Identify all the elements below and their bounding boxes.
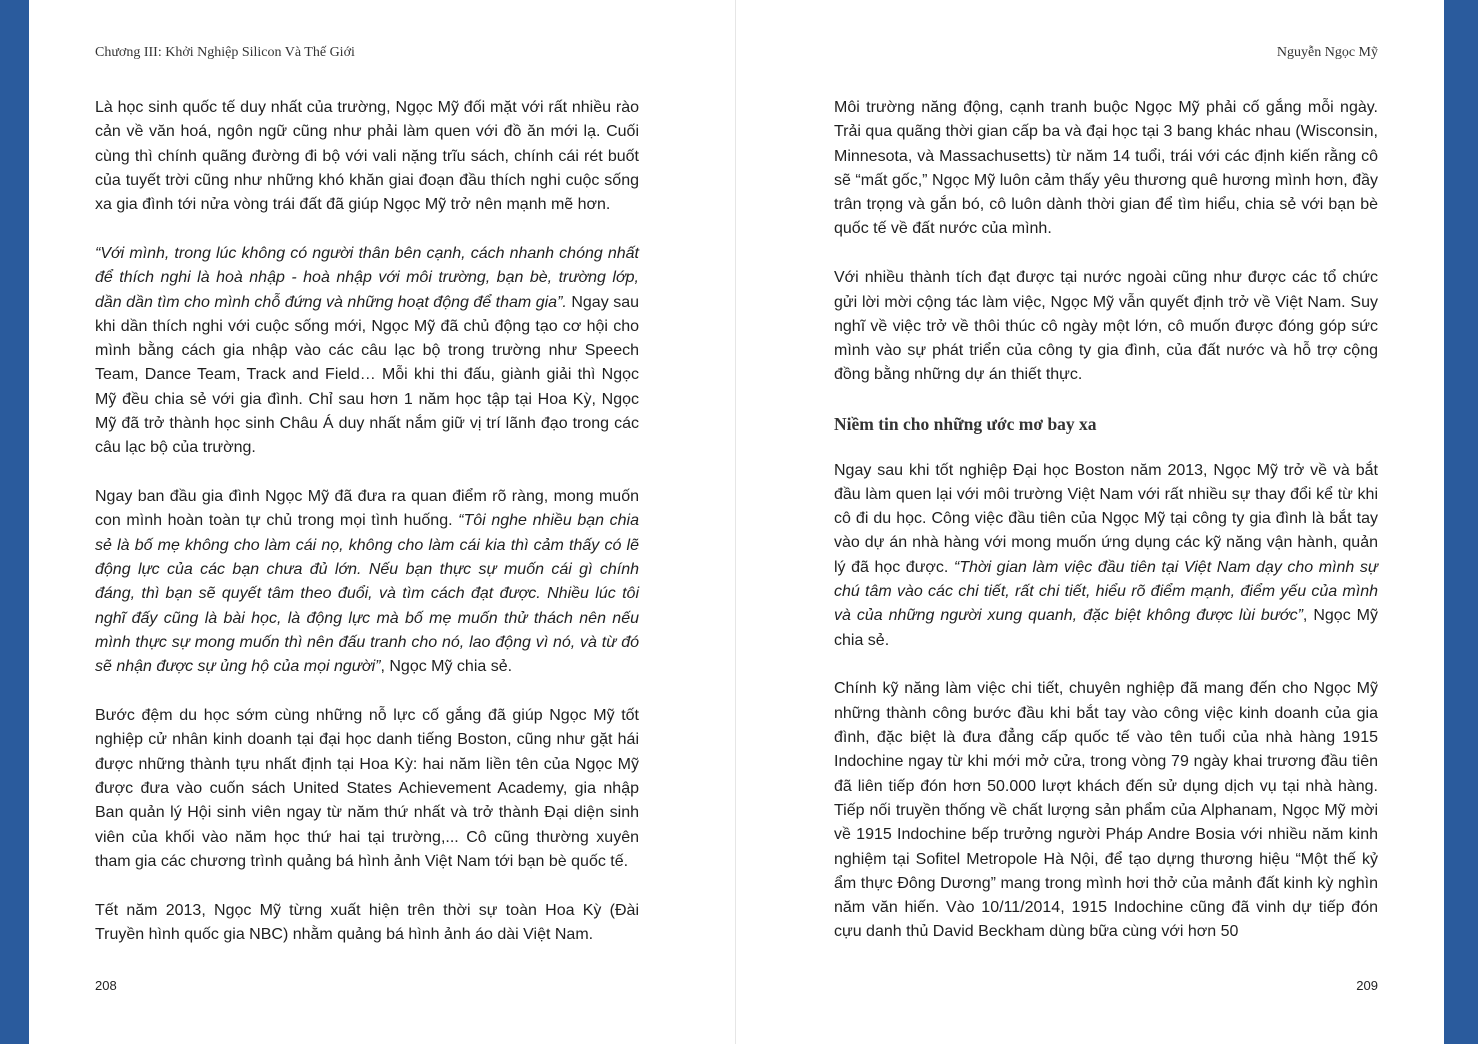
book-spread (29, 0, 1444, 1044)
quote: “Tôi nghe nhiều bạn chia sẻ là bố mẹ không cho làm cái nọ, không cho làm cái kia thì cảm thấy có lẽ động lực của các bạn chưa đủ lớn. Nếu bạn thực sự muốn cái gì chính đáng, thì bạn sẽ quyết tâm theo đuổi, và tìm cách đạt được. Nhiều lúc tôi nghĩ đấy cũng là bài học, là động lực mà bố mẹ muốn thử thách nên nếu mình thực sự mong muốn thì nên đấu tranh cho nó, lao động vì nó, và từ đó sẽ nhận được sự ủng hộ của mọi người” (95, 512, 640, 676)
section-heading: Niềm tin cho những ước mơ bay xa (834, 414, 1097, 435)
paragraph (95, 242, 639, 461)
left-page (95, 0, 639, 1044)
paragraph: Với nhiều thành tích đạt được tại nước ngoài cũng như được các tổ chức gửi lời mời cộng tác làm việc, Ngọc Mỹ vẫn quyết định trở về Việt Nam. Suy nghĩ về việc trở về thôi thúc cô ngày một lớn, cô muốn được đóng góp sức mình vào sự phát triển của công ty gia đình, của đất nước và hỗ trợ cộng đồng bằng những dự án thiết thực. (834, 269, 1378, 384)
paragraph (834, 459, 1378, 653)
paragraph-text: Ngay ban đầu gia đình Ngọc Mỹ đã đưa ra quan điểm rõ ràng, mong muốn con mình hoàn toàn tự chủ trong mọi tình huống. (95, 488, 639, 530)
paragraph: Là học sinh quốc tế duy nhất của trường, Ngọc Mỹ đối mặt với rất nhiều rào cản về văn hoá, ngôn ngữ cũng như phải làm quen với đồ ăn mới lạ. Cuối cùng thì chính quãng đường đi bộ với vali nặng trĩu sách, chính cái rét buốt của tuyết trời cũng như những khó khăn giai đoạn đầu thích nghi cuộc sống xa gia đình tới nửa vòng trái đất đã giúp Ngọc Mỹ trở nên mạnh mẽ hơn. (95, 99, 639, 214)
paragraph-text: Ngay sau khi tốt nghiệp Đại học Boston năm 2013, Ngọc Mỹ trở về và bắt đầu làm quen lại với môi trường Việt Nam với rất nhiều sự thay đổi kể từ khi cô đi du học. Công việc đầu tiên của Ngọc Mỹ tại công ty gia đình là bắt tay vào dự án nhà hàng với mong muốn ứng dụng các kỹ năng vận hành, quản lý đã học được. (834, 461, 1378, 576)
running-head-left: Chương III: Khởi Nghiệp Silicon Và Thế Giới (95, 45, 355, 60)
page-number-left: 208 (95, 978, 117, 993)
paragraph-text: , Ngọc Mỹ chia sẻ. (834, 607, 1378, 649)
quote: “Thời gian làm việc đầu tiên tại Việt Nam dạy cho mình sự chú tâm vào các chi tiết, rất chi tiết, hiểu rõ điểm mạnh, điểm yếu của mình và của những người xung quanh, đặc biệt không được lùi bước” (834, 558, 1378, 625)
quote: “Với mình, trong lúc không có người thân bên cạnh, cách nhanh chóng nhất để thích nghi là hoà nhập - hoà nhập với môi trường, bạn bè, trường lớp, dần dần tìm cho mình chỗ đứng và những hoạt động để tham gia”. (95, 244, 639, 311)
left-page-body (95, 96, 639, 972)
paragraph: Bước đệm du học sớm cùng những nỗ lực cố gắng đã giúp Ngọc Mỹ tốt nghiệp cử nhân kinh doanh tại đại học danh tiếng Boston, cũng như gặt hái được những thành tựu nhất định tại Hoa Kỳ: hai năm liền tên của Ngọc Mỹ được đưa vào cuốn sách United States Achievement Academy, gia nhập Ban quản lý Hội sinh viên ngay từ năm thứ nhất và trở thành Đại diện sinh viên của khối vào năm học thứ hai tại trường,... Cô cũng thường xuyên tham gia các chương trình quảng bá hình ảnh Việt Nam tới bạn bè quốc tế. (95, 707, 639, 870)
right-page (834, 0, 1378, 1044)
right-page-body (834, 96, 1378, 969)
paragraph-text: Ngay sau khi dần thích nghi với cuộc sống mới, Ngọc Mỹ đã chủ động tạo cơ hội cho mình bằng cách gia nhập vào các câu lạc bộ trong trường như Speech Team, Dance Team, Track and Field… Mỗi khi thi đấu, giành giải thì Ngọc Mỹ đều chia sẻ với gia đình. Chỉ sau hơn 1 năm học tập tại Hoa Kỳ, Ngọc Mỹ đã trở thành học sinh Châu Á duy nhất nắm giữ vị trí lãnh đạo trong các câu lạc bộ của trường. (95, 293, 639, 457)
running-head-right: Nguyễn Ngọc Mỹ (1276, 45, 1378, 60)
page-number-right: 209 (1356, 978, 1378, 993)
page-fold (735, 0, 736, 1044)
paragraph-text: , Ngọc Mỹ chia sẻ. (380, 658, 513, 676)
paragraph: Chính kỹ năng làm việc chi tiết, chuyên nghiệp đã mang đến cho Ngọc Mỹ những thành công bước đầu khi bắt tay vào công việc kinh doanh của gia đình, đặc biệt là đưa đẳng cấp quốc tế vào tên tuổi của nhà hàng 1915 Indochine ngay từ khi mới mở cửa, trong vòng 79 ngày khai trương đầu tiên đã liên tiếp đón hơn 50.000 lượt khách đến sử dụng dịch vụ tại nhà hàng. Tiếp nối truyền thống về chất lượng sản phẩm của Alphanam, Ngọc Mỹ mời về 1915 Indochine bếp trưởng người Pháp Andre Bosia với nhiều năm kinh nghiệm tại Sofitel Metropole Hà Nội, để tạo dựng thương hiệu “Một thế kỷ ẩm thực Đông Dương” mang trong mình hơi thở của mảnh đất kinh kỳ nghìn năm văn hiến. Vào 10/11/2014, 1915 Indochine cũng đã vinh dự tiếp đón cựu danh thủ David Beckham dùng bữa cùng với hơn 50 (834, 680, 1378, 941)
paragraph (95, 485, 639, 679)
paragraph: Tết năm 2013, Ngọc Mỹ từng xuất hiện trên thời sự toàn Hoa Kỳ (Đài Truyền hình quốc gia NBC) nhằm quảng bá hình ảnh áo dài Việt Nam. (95, 901, 639, 943)
paragraph: Môi trường năng động, cạnh tranh buộc Ngọc Mỹ phải cố gắng mỗi ngày. Trải qua quãng thời gian cấp ba và đại học tại 3 bang khác nhau (Wisconsin, Minnesota, và Massachusetts) từ năm 14 tuổi, trái với các định kiến rằng cô sẽ “mất gốc,” Ngọc Mỹ luôn cảm thấy yêu thương quê hương mình hơn, đầy trân trọng và gắn bó, cô luôn dành thời gian để tìm hiểu, chia sẻ với bạn bè quốc tế về đất nước của mình. (834, 99, 1378, 238)
